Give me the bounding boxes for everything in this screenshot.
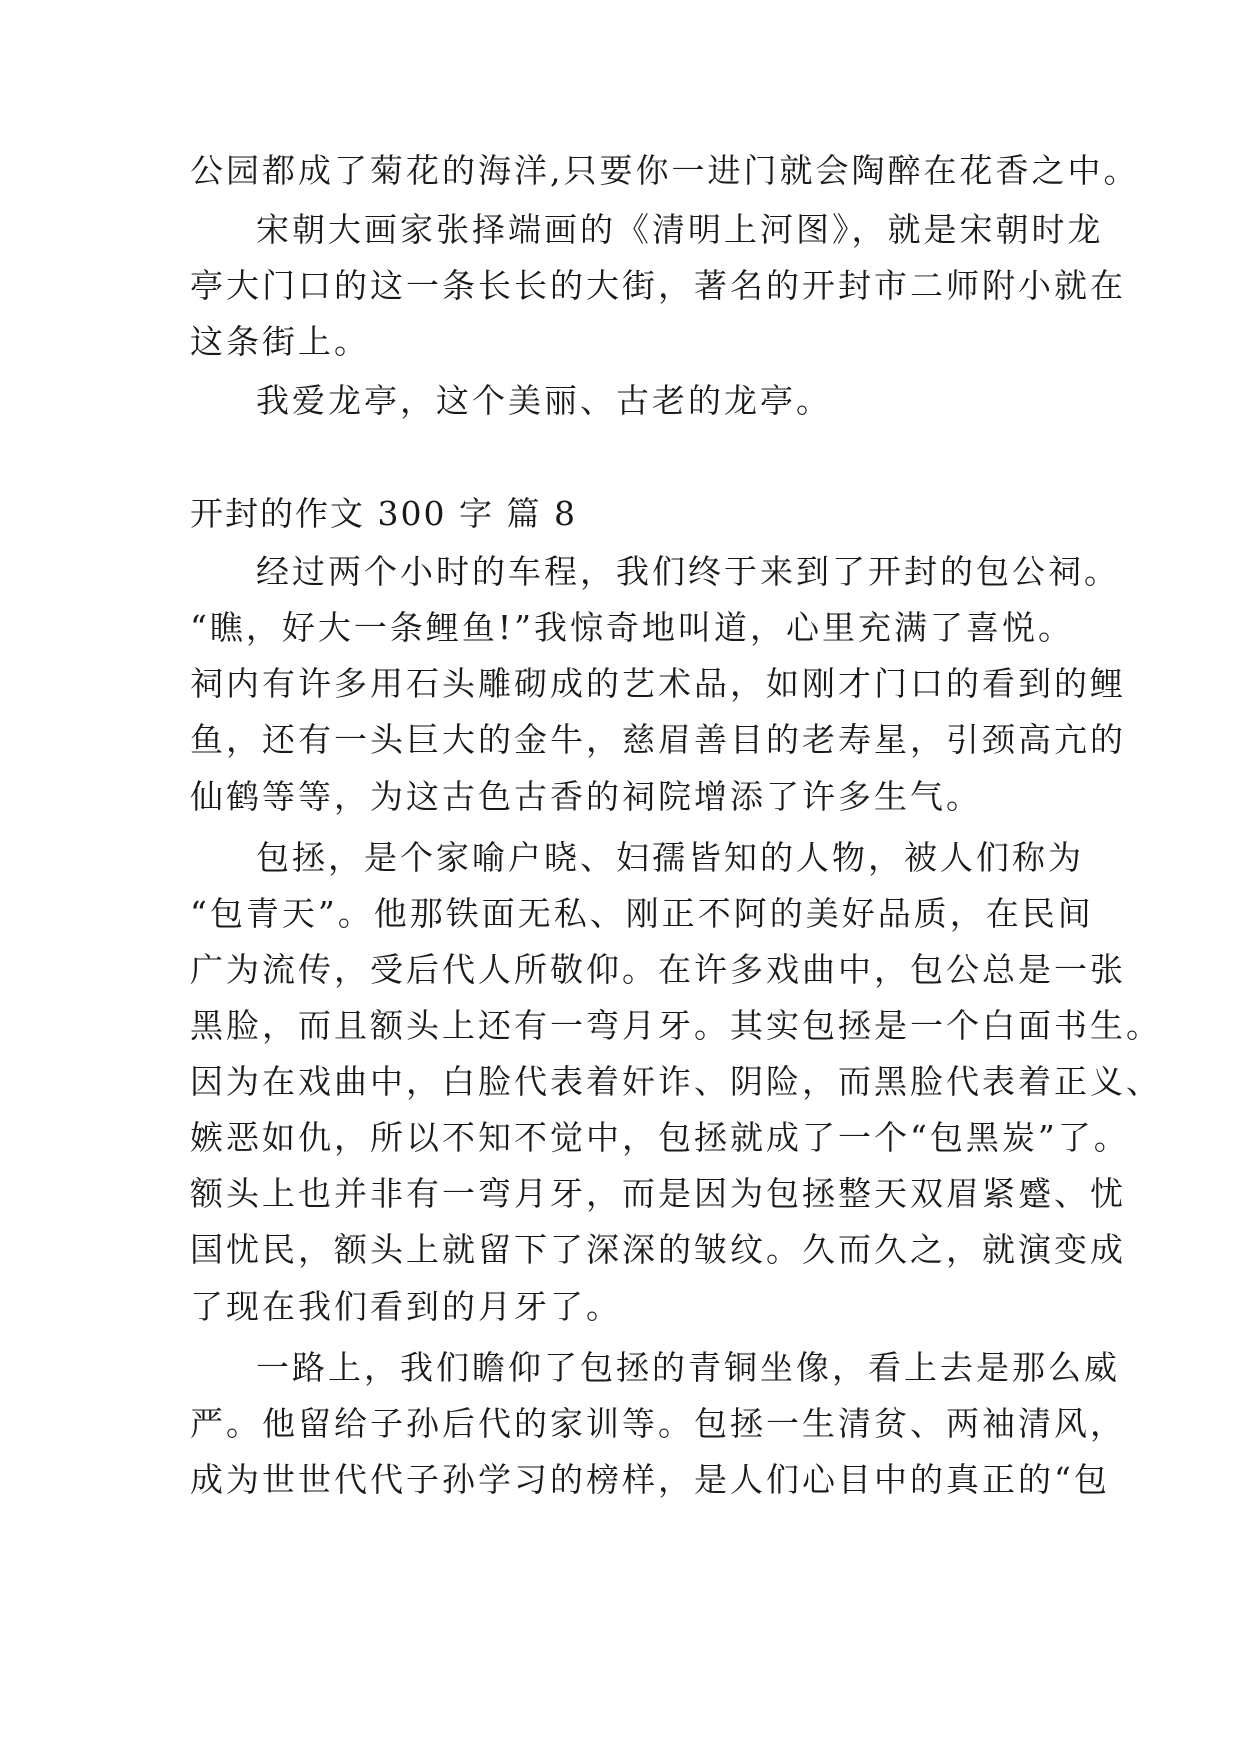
text-line: “包青天”。他那铁面无私、刚正不阿的美好品质，在民间 xyxy=(190,894,1094,933)
text-line: 了现在我们看到的月牙了。 xyxy=(190,1287,622,1326)
text-line: 黑脸，而且额头上还有一弯月牙。其实包拯是一个白面书生。 xyxy=(190,1006,1162,1045)
paragraph-first-line: 经过两个小时的车程，我们终于来到了开封的包公祠。 xyxy=(256,552,1120,591)
text-line: 严。他留给子孙后代的家训等。包拯一生清贫、两袖清风， xyxy=(190,1404,1126,1443)
text-line: 成为世世代代子孙学习的榜样，是人们心目中的真正的“包 xyxy=(190,1460,1110,1499)
text-line: 公园都成了菊花的海洋,只要你一进门就会陶醉在花香之中。 xyxy=(190,151,1140,190)
text-line: 广为流传，受后代人所敬仰。在许多戏曲中，包公总是一张 xyxy=(190,950,1126,989)
text-line: 因为在戏曲中，白脸代表着奸诈、阴险，而黑脸代表着正义、 xyxy=(190,1062,1162,1101)
text-line: “瞧，好大一条鲤鱼!”我惊奇地叫道，心里充满了喜悦。 xyxy=(190,608,1075,647)
paragraph-first-line: 宋朝大画家张择端画的《清明上河图》，就是宋朝时龙 xyxy=(256,210,1104,249)
text-line: 鱼，还有一头巨大的金牛，慈眉善目的老寿星，引颈高亢的 xyxy=(190,720,1126,759)
text-line: 嫉恶如仇，所以不知不觉中，包拯就成了一个“包黑炭”了。 xyxy=(190,1118,1130,1157)
paragraph-first-line: 我爱龙亭，这个美丽、古老的龙亭。 xyxy=(256,381,832,420)
text-line: 额头上也并非有一弯月牙，而是因为包拯整天双眉紧蹙、忧 xyxy=(190,1174,1126,1213)
section-heading: 开封的作文 300 字 篇 8 xyxy=(190,494,577,533)
paragraph-first-line: 包拯，是个家喻户晓、妇孺皆知的人物，被人们称为 xyxy=(256,838,1084,877)
text-line: 国忧民，额头上就留下了深深的皱纹。久而久之，就演变成 xyxy=(190,1230,1126,1269)
text-line: 祠内有许多用石头雕砌成的艺术品，如刚才门口的看到的鲤 xyxy=(190,664,1126,703)
paragraph-first-line: 一路上，我们瞻仰了包拯的青铜坐像，看上去是那么威 xyxy=(256,1348,1120,1387)
text-line: 仙鹤等等，为这古色古香的祠院增添了许多生气。 xyxy=(190,777,982,816)
text-line: 亭大门口的这一条长长的大街，著名的开封市二师附小就在 xyxy=(190,266,1126,305)
text-line: 这条街上。 xyxy=(190,322,370,361)
